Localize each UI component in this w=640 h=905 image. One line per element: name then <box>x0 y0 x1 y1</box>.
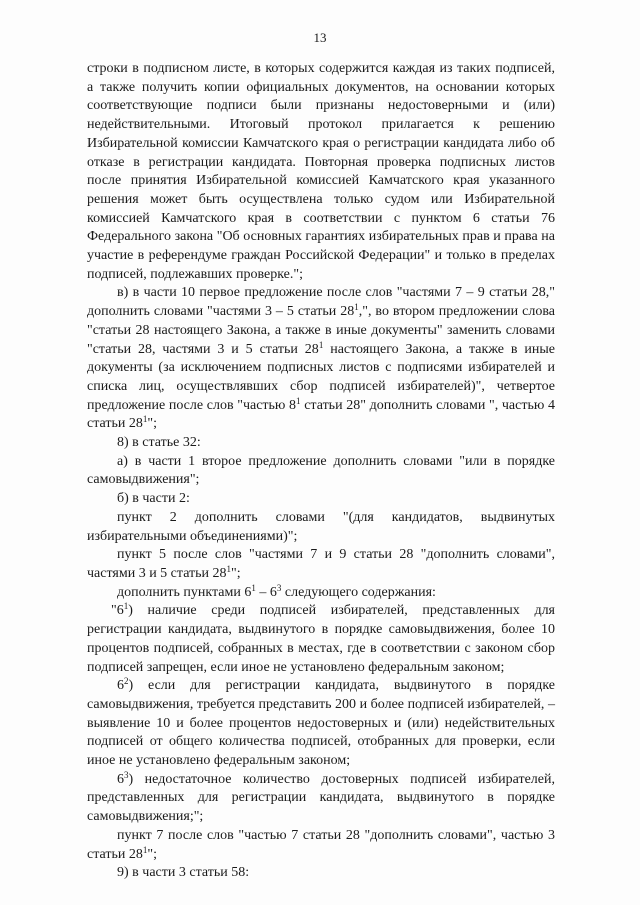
paragraph-item-9: 9) в части 3 статьи 58: <box>117 865 250 881</box>
paragraph-point-6-3: $6^3$) недостаточное количество достоверных подписей избирателей, представленных для регистрации кандидата, выдвинутого в порядке самовыдвижения;"; <box>87 769 555 825</box>
document-body <box>87 60 555 883</box>
paragraph-continuation: строки в подписном листе, в которых содержится каждая из таких подписей, а также получить копии официальных документов, на основании которых соответствующие подписи были признаны недостоверными и (или) недействительными. Итоговый протокол прилагается к решению Избирательной комиссии Камчатского края о регистрации кандидата либо об отказе в регистрации кандидата. Повторная проверка подписных листов после принятия Избирательной комиссией Камчатского края указанного решения может быть осуществлена только судом или Избирательной комиссией Камчатского края в соответствии с пунктом 6 статьи 76 Федерального закона "Об основных гарантиях избирательных прав и права на участие в референдуме граждан Российской Федерации" и только в пределах подписей, подлежавших проверке."; <box>87 61 555 282</box>
paragraph-point-6-2: $6^2$) если для регистрации кандидата, выдвинутого в порядке самовыдвижения, требуется представить 200 и более подписей избирателей, – выявление 10 и более процентов недостоверных и (или) недействительных подписей от общего количества подписей, отобранных для проверки, если иное не установлено федеральным законом; <box>87 676 555 769</box>
paragraph-add-points: дополнить пунктами $6^1 - 6^3$ следующего содержания: <box>117 582 436 600</box>
paragraph-point-5: пункт 5 после слов "частями 7 и 9 статьи 28 "дополнить словами", частями 3 и 5 статьи $28^1$"; <box>87 547 555 581</box>
paragraph-item-b: б) в части 2: <box>117 491 190 507</box>
paragraph-point-7: пункт 7 после слов "частью 7 статьи 28 "дополнить словами", частью 3 статьи $28^1$"; <box>87 827 555 862</box>
paragraph-item-v: в) в части 10 первое предложение после слов "частями 7 – 9 статьи 28," дополнить словами "частями 3 – 5 статьи $28^1$,", во втором предложении слова "статьи 28 настоящего Закона, а также в иные документы" заменить словами "статьи 28, частями 3 и 5 статьи $28^1$ настоящего Закона, а также в иные документы (за исключением подписных листов с подписями избирателей и списка лиц, осуществлявших сбор подписей избирателей)", четвертое предложение после слов "частью $8^1$ статьи 28" дополнить словами ", частью 4 статьи $28^1$"; <box>87 285 556 432</box>
page-number: 13 <box>313 30 327 45</box>
paragraph-point-2: пункт 2 дополнить словами "(для кандидатов, выдвинутых избирательными объединениями)"; <box>87 509 555 544</box>
paragraph-point-6-1: "$6^1$) наличие среди подписей избирателей, представленных для регистрации кандидата, выдвинутого в порядке самовыдвижения, более 10 процентов подписей, собранных в местах, где в соответствии с законом сбор подписей запрещен, если иное не установлено федеральным законом; <box>87 601 555 675</box>
paragraph-item-8: 8) в статье 32: <box>117 435 201 451</box>
paragraph-item-a: а) в части 1 второе предложение дополнить словами "или в порядке самовыдвижения"; <box>87 453 555 488</box>
